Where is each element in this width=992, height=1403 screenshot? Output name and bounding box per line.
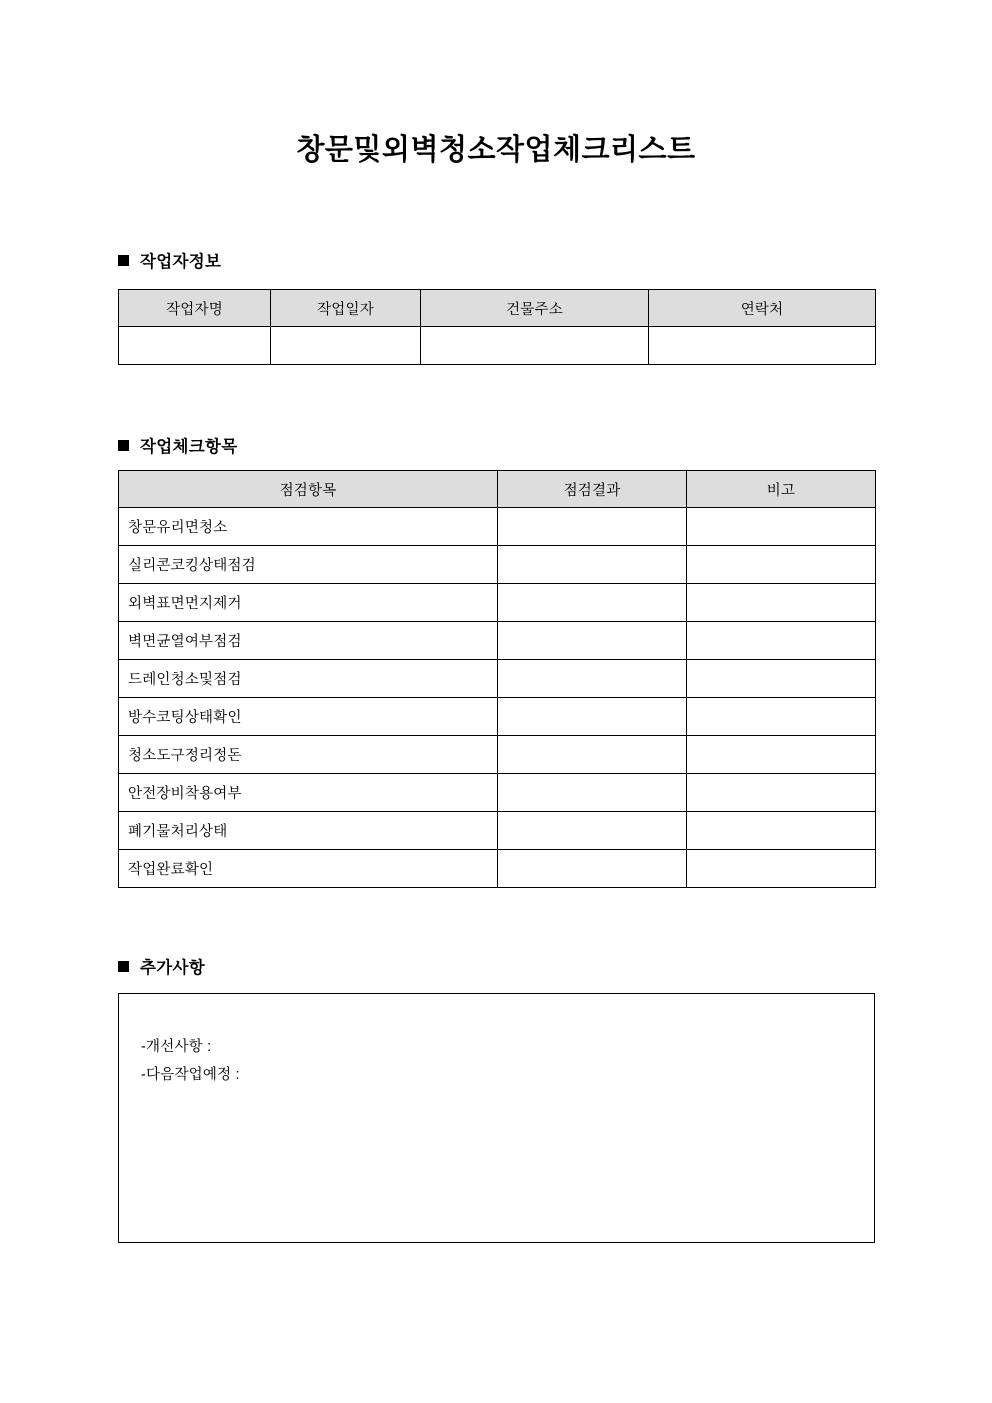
table-row xyxy=(119,622,876,660)
table-row xyxy=(119,812,876,850)
cell-inspection-item: 창문유리면청소 xyxy=(119,508,498,546)
cell-remarks[interactable] xyxy=(687,812,876,850)
table-row xyxy=(119,850,876,888)
cell-work-date[interactable] xyxy=(271,327,421,365)
square-bullet-icon xyxy=(118,440,129,451)
cell-inspection-item: 폐기물처리상태 xyxy=(119,812,498,850)
section-heading-check-items xyxy=(118,433,237,457)
column-header-building-address: 건물주소 xyxy=(421,290,649,327)
cell-remarks[interactable] xyxy=(687,584,876,622)
table-header-row xyxy=(119,290,876,327)
cell-inspection-item: 실리콘코킹상태점검 xyxy=(119,546,498,584)
column-header-remarks: 비고 xyxy=(687,471,876,508)
cell-inspection-item: 작업완료확인 xyxy=(119,850,498,888)
section-heading-label: 추가사항 xyxy=(140,959,205,977)
section-heading-extra-notes xyxy=(118,954,205,978)
worker-info-table xyxy=(118,289,876,365)
cell-inspection-item: 드레인청소및점검 xyxy=(119,660,498,698)
cell-inspection-result[interactable] xyxy=(498,812,687,850)
cell-inspection-result[interactable] xyxy=(498,736,687,774)
column-header-inspection-result: 점검결과 xyxy=(498,471,687,508)
table-row xyxy=(119,698,876,736)
column-header-worker-name: 작업자명 xyxy=(119,290,271,327)
cell-inspection-result[interactable] xyxy=(498,660,687,698)
cell-inspection-result[interactable] xyxy=(498,774,687,812)
square-bullet-icon xyxy=(118,255,129,266)
column-header-inspection-item: 점검항목 xyxy=(119,471,498,508)
cell-inspection-result[interactable] xyxy=(498,508,687,546)
cell-inspection-item: 외벽표면먼지제거 xyxy=(119,584,498,622)
cell-remarks[interactable] xyxy=(687,736,876,774)
cell-contact[interactable] xyxy=(649,327,876,365)
page-title: 창문및외벽청소작업체크리스트 xyxy=(296,134,696,166)
cell-remarks[interactable] xyxy=(687,546,876,584)
cell-inspection-result[interactable] xyxy=(498,850,687,888)
table-row xyxy=(119,327,876,365)
section-heading-worker-info xyxy=(118,248,221,272)
table-row xyxy=(119,660,876,698)
cell-remarks[interactable] xyxy=(687,622,876,660)
table-row xyxy=(119,736,876,774)
section-heading-label: 작업자정보 xyxy=(140,253,222,271)
cell-inspection-item: 방수코팅상태확인 xyxy=(119,698,498,736)
cell-inspection-item: 청소도구정리정돈 xyxy=(119,736,498,774)
cell-inspection-result[interactable] xyxy=(498,698,687,736)
cell-inspection-item: 벽면균열여부점검 xyxy=(119,622,498,660)
check-items-table xyxy=(118,470,876,888)
square-bullet-icon xyxy=(118,961,129,972)
cell-remarks[interactable] xyxy=(687,850,876,888)
cell-inspection-result[interactable] xyxy=(498,622,687,660)
cell-remarks[interactable] xyxy=(687,660,876,698)
cell-building-address[interactable] xyxy=(421,327,649,365)
table-row xyxy=(119,546,876,584)
cell-remarks[interactable] xyxy=(687,508,876,546)
cell-remarks[interactable] xyxy=(687,774,876,812)
column-header-contact: 연락처 xyxy=(649,290,876,327)
note-line-next-work: -다음작업예정 : xyxy=(141,1067,240,1083)
extra-notes-box[interactable] xyxy=(118,993,875,1243)
table-row xyxy=(119,508,876,546)
cell-worker-name[interactable] xyxy=(119,327,271,365)
table-row xyxy=(119,774,876,812)
cell-remarks[interactable] xyxy=(687,698,876,736)
cell-inspection-result[interactable] xyxy=(498,546,687,584)
cell-inspection-result[interactable] xyxy=(498,584,687,622)
table-header-row xyxy=(119,471,876,508)
table-row xyxy=(119,584,876,622)
cell-inspection-item: 안전장비착용여부 xyxy=(119,774,498,812)
note-line-improvement: -개선사항 : xyxy=(141,1039,212,1055)
column-header-work-date: 작업일자 xyxy=(271,290,421,327)
section-heading-label: 작업체크항목 xyxy=(140,438,238,456)
